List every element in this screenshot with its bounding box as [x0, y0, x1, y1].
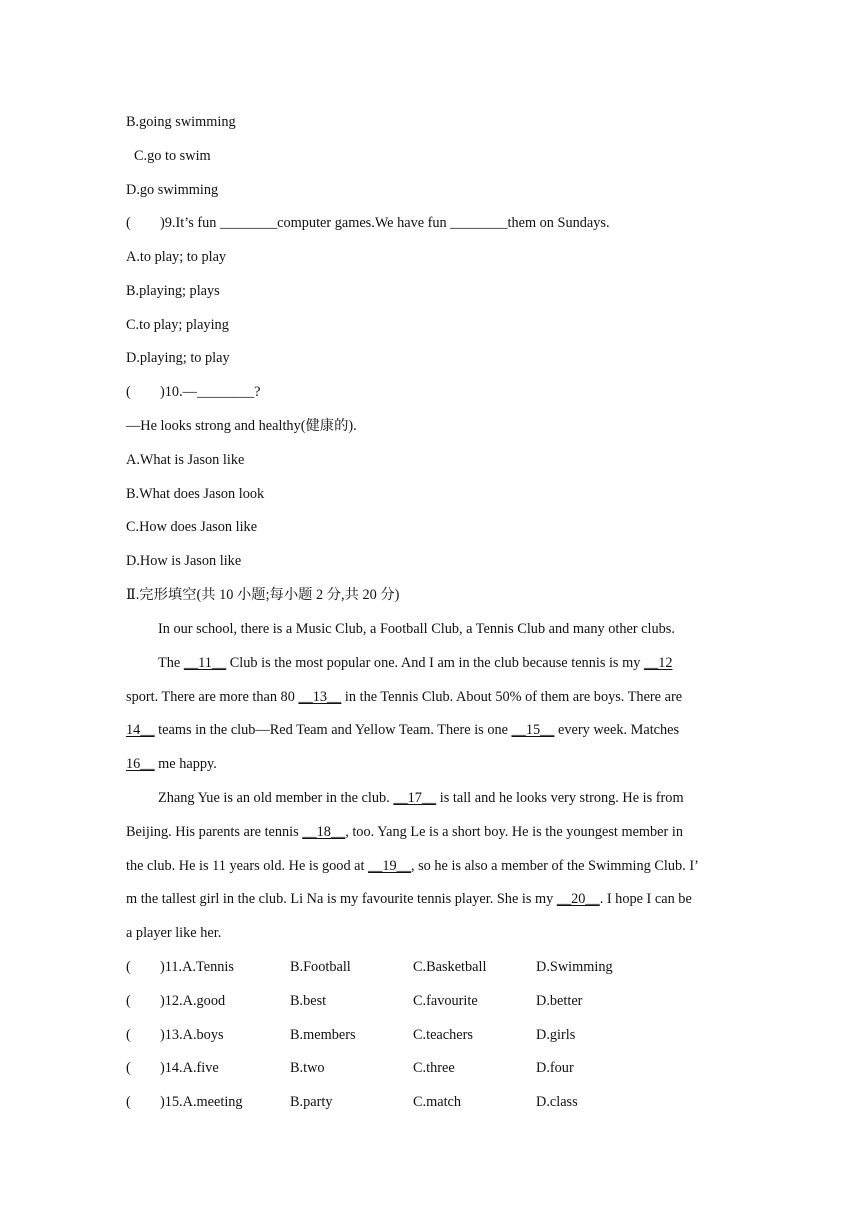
q10-blank: ________ [196, 384, 255, 400]
q9-text-start: )9.It’s fun [160, 215, 220, 231]
q8-option-d: D.go swimming [126, 182, 219, 198]
option-d: D.Swimming [536, 959, 613, 975]
blank-17: __17__ [393, 790, 437, 806]
passage-line: a player like her. [126, 925, 222, 941]
passage-line: 14__ teams in the club—Red Team and Yellow Team. There is one __15__ every week. Matches [126, 722, 680, 738]
answer-paren: ( [126, 215, 131, 231]
q10-option-b: B.What does Jason look [126, 486, 265, 502]
blank-15: __15__ [511, 722, 555, 738]
option-b: B.party [290, 1094, 333, 1110]
passage-line: Beijing. His parents are tennis __18__, too. Yang Le is a short boy. He is the youngest member in [126, 824, 683, 840]
blank-18: __18__ [302, 824, 346, 840]
q9-option-b: B.playing; plays [126, 283, 220, 299]
q9-option-c: C.to play; playing [126, 317, 229, 333]
q10-text-end: ? [254, 384, 261, 400]
passage-line: sport. There are more than 80 __13__ in the Tennis Club. About 50% of them are boys. There are [126, 689, 683, 705]
blank-16: 16__ [126, 756, 155, 772]
option-c: C.favourite [413, 993, 478, 1009]
option-b: B.Football [290, 959, 351, 975]
q9-blank-1: ________ [219, 215, 278, 231]
option-c: C.match [413, 1094, 462, 1110]
q9-blank-2: ________ [450, 215, 508, 231]
blank-11: __11__ [183, 655, 227, 671]
passage-line: In our school, there is a Music Club, a Football Club, a Tennis Club and many other clubs. [158, 621, 675, 637]
q10-option-a: A.What is Jason like [126, 452, 245, 468]
q9-option-d: D.playing; to play [126, 350, 230, 366]
option-b: B.best [290, 993, 327, 1009]
option-c: C.three [413, 1060, 455, 1076]
q10-option-c: C.How does Jason like [126, 519, 258, 535]
question-row: ( )15.A.meeting B.party C.match D.class [126, 1094, 578, 1110]
question-row: ( )14.A.five B.two C.three D.four [126, 1060, 574, 1076]
q10-stem [126, 382, 736, 402]
option-c: C.teachers [413, 1027, 473, 1043]
passage-line: m the tallest girl in the club. Li Na is my favourite tennis player. She is my __20__. I hope I can be [126, 891, 692, 907]
question-row: ( )13.A.boys B.members C.teachers D.girls [126, 1027, 576, 1043]
option-d: D.better [536, 993, 583, 1009]
q9-text-mid: computer games.We have fun [277, 215, 451, 231]
q10-answer-line: —He looks strong and healthy(健康的). [126, 418, 357, 434]
blank-20: __20__ [556, 891, 600, 907]
blank-14: 14__ [126, 722, 155, 738]
blank-19: __19__ [368, 858, 411, 874]
option-d: D.girls [536, 1027, 576, 1043]
section-2-title: Ⅱ.完形填空(共 10 小题;每小题 2 分,共 20 分) [126, 587, 400, 603]
q10-option-d: D.How is Jason like [126, 553, 242, 569]
option-d: D.four [536, 1060, 574, 1076]
option-b: B.two [290, 1060, 325, 1076]
passage-line: Zhang Yue is an old member in the club. __17__ is tall and he looks very strong. He is from [158, 790, 684, 806]
question-row: ( )12.A.good B.best C.favourite D.better [126, 993, 583, 1009]
passage-line: the club. He is 11 years old. He is good at __19__, so he is also a member of the Swimming Club. I’ [126, 858, 699, 874]
q8-option-b: B.going swimming [126, 114, 236, 130]
option-b: B.members [290, 1027, 356, 1043]
q8-option-c: C.go to swim [134, 148, 211, 164]
blank-13: __13__ [298, 689, 342, 705]
q9-stem [126, 213, 736, 233]
option-d: D.class [536, 1094, 578, 1110]
passage-line: The __11__ Club is the most popular one. And I am in the club because tennis is my __12 [158, 655, 673, 671]
blank-12: __12 [643, 655, 673, 671]
question-row: ( )11.A.Tennis B.Football C.Basketball D.Swimming [126, 959, 613, 975]
q10-text-start: )10.— [160, 384, 197, 400]
option-c: C.Basketball [413, 959, 487, 975]
answer-paren: ( [126, 384, 131, 400]
passage-line: 16__ me happy. [126, 756, 217, 772]
q9-text-end: them on Sundays. [507, 215, 610, 231]
q9-option-a: A.to play; to play [126, 249, 227, 265]
